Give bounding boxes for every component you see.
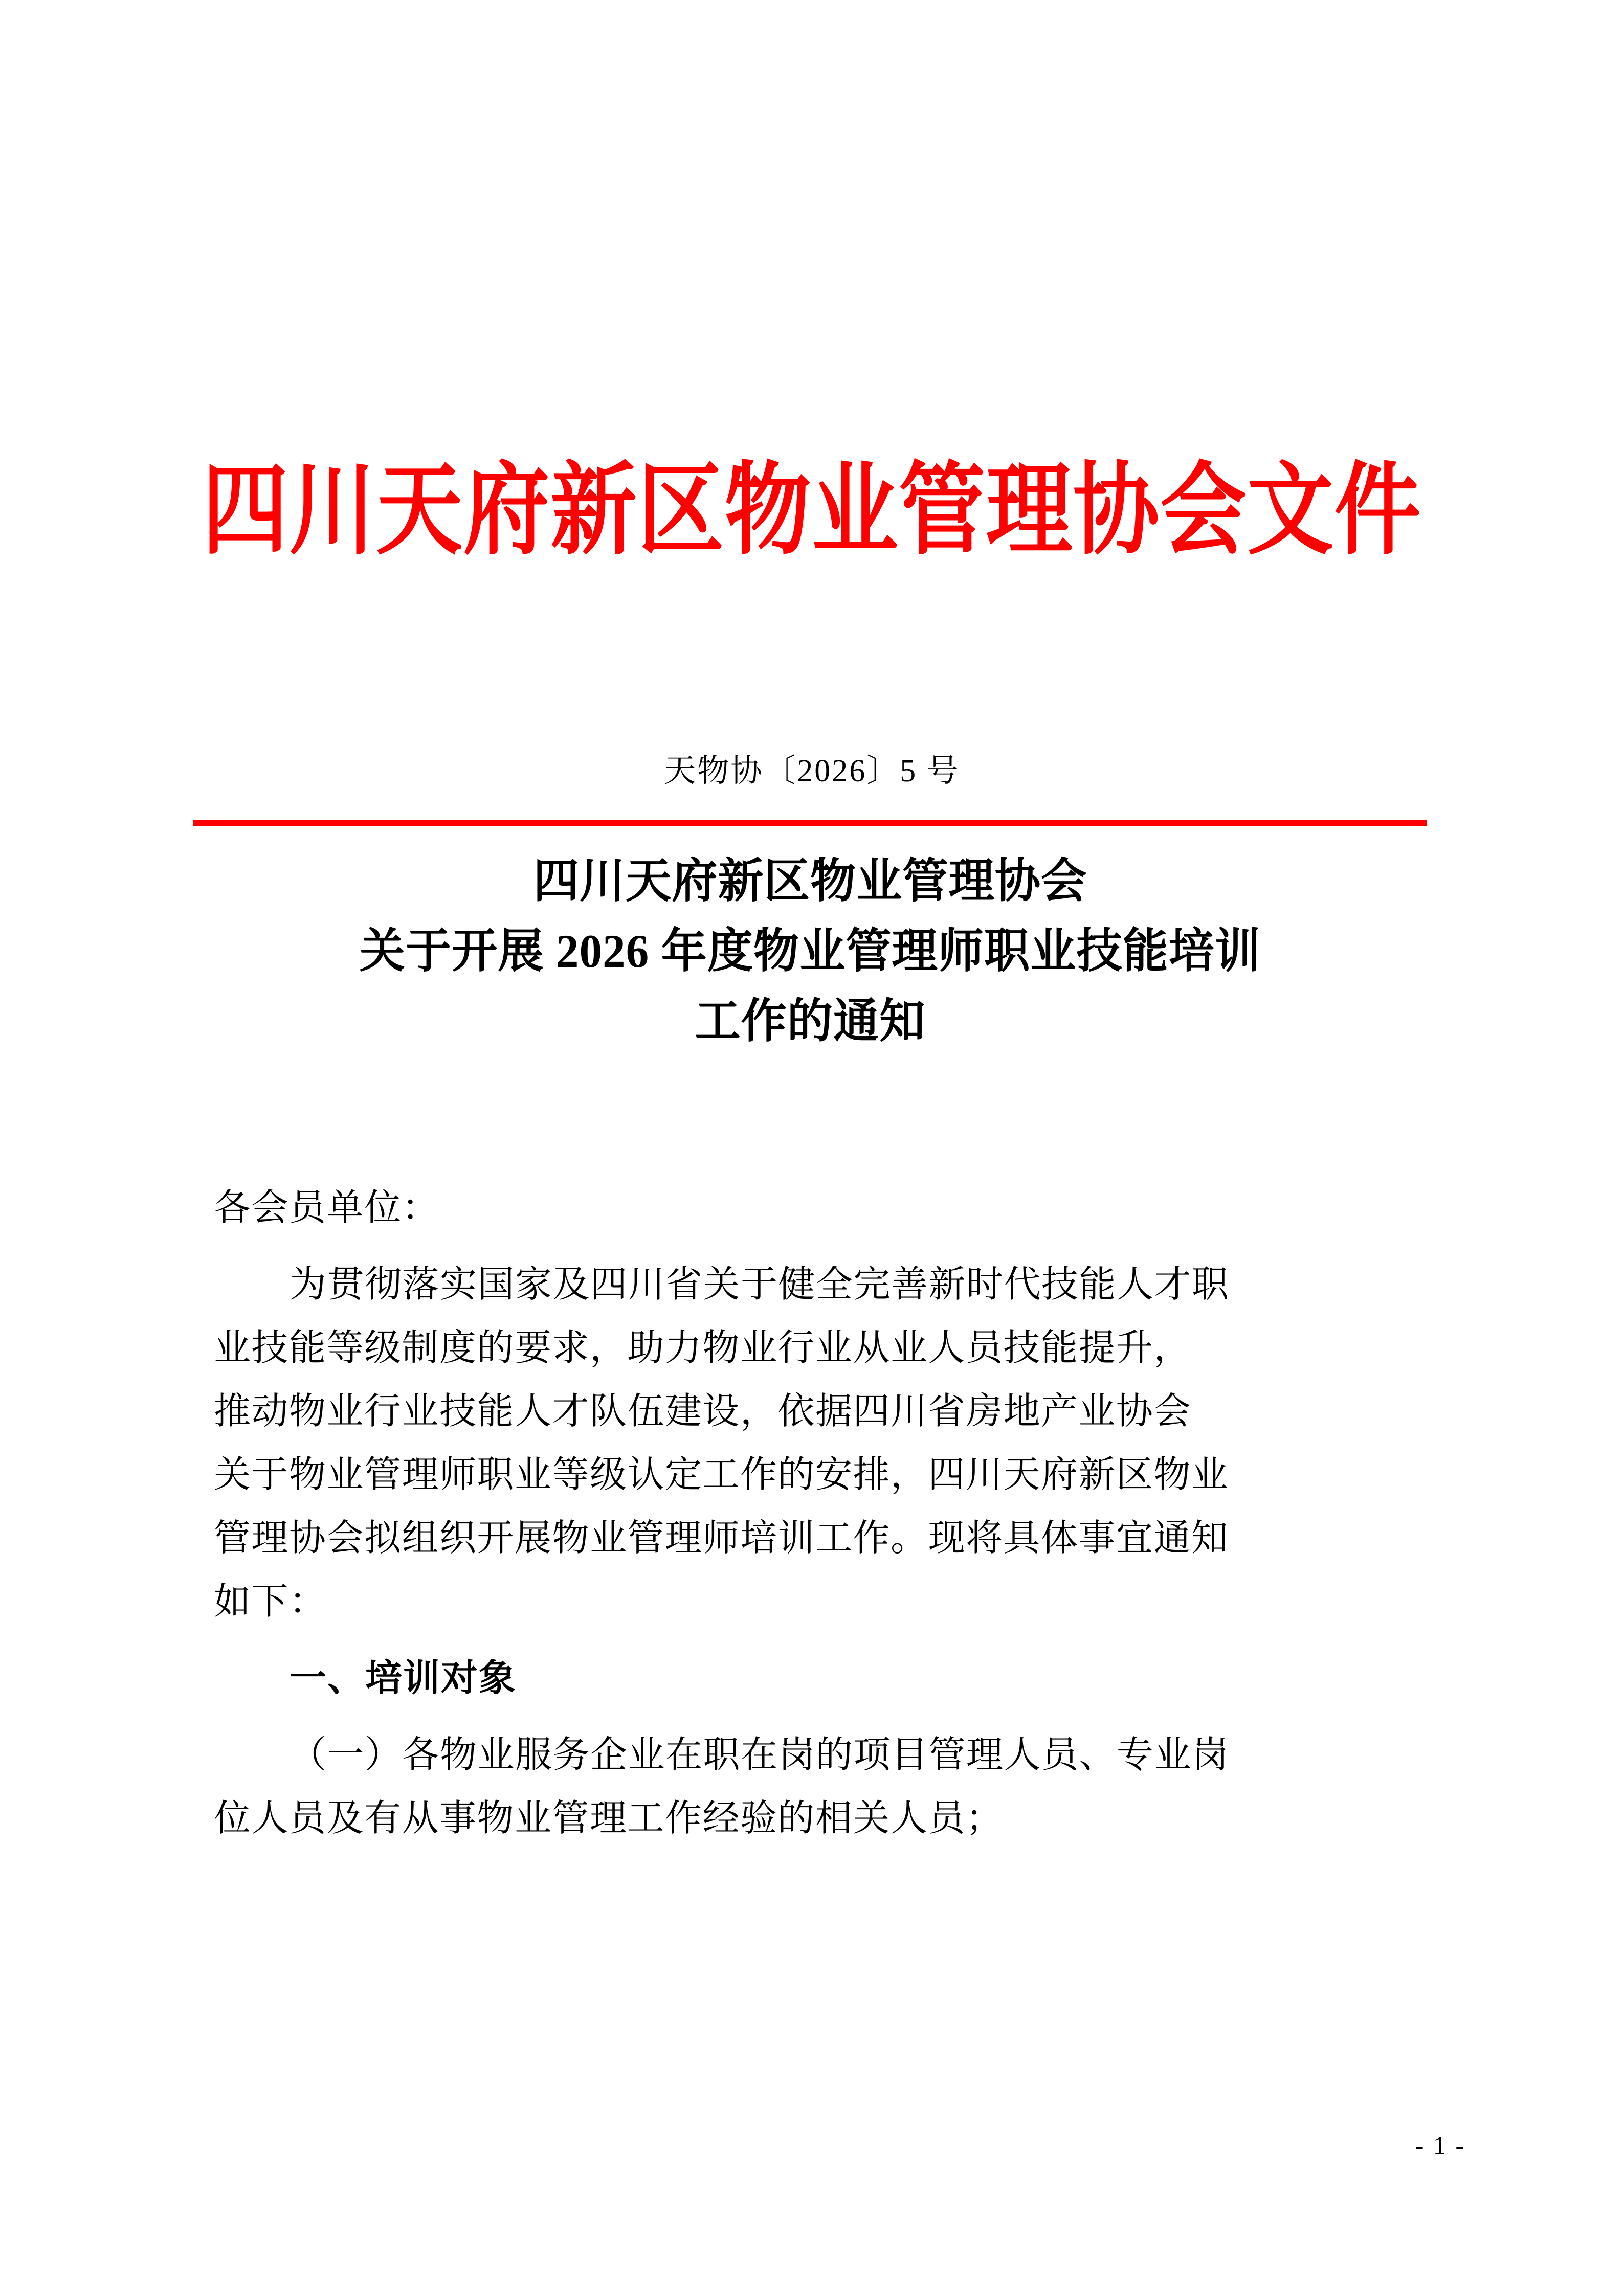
paragraph-1-line-3: 推动物业行业技能人才队伍建设，依据四川省房地产业协会: [214, 1391, 1192, 1432]
paragraph-1-line-2: 业技能等级制度的要求，助力物业行业从业人员技能提升，: [214, 1327, 1192, 1368]
document-body: [214, 1176, 1427, 1850]
salutation: 各会员单位：: [214, 1187, 440, 1228]
paragraph-spacer: [214, 1240, 1427, 1253]
letterhead-title: 四川天府新区物业管理协会文件: [202, 456, 1422, 567]
letterhead-banner: [0, 455, 1624, 568]
serial-number-row: [0, 752, 1624, 792]
document-serial-number: 天物协〔2026〕5 号: [664, 754, 960, 789]
document-title: [193, 846, 1427, 1056]
document-title-line-1: 四川天府新区物业管理协会: [533, 855, 1087, 907]
paragraph-spacer: [214, 1710, 1427, 1723]
paragraph-1-line-1: 为贯彻落实国家及四川省关于健全完善新时代技能人才职: [290, 1264, 1230, 1305]
document-title-line-2: 关于开展 2026 年度物业管理师职业技能培训: [359, 925, 1261, 977]
paragraph-1-line-5: 管理协会拟组织开展物业管理师培训工作。现将具体事宜通知: [214, 1518, 1229, 1559]
paragraph-1-line-4: 关于物业管理师职业等级认定工作的安排，四川天府新区物业: [214, 1454, 1229, 1495]
section-1-item-1-line-2: 位人员及有从事物业管理工作经验的相关人员；: [214, 1798, 1004, 1839]
page-number: - 1 -: [1415, 2131, 1465, 2159]
paragraph-spacer: [214, 1633, 1427, 1647]
red-separator-rule: [193, 820, 1427, 826]
document-title-line-3: 工作的通知: [695, 995, 926, 1047]
section-heading-training-audience: 一、培训对象: [290, 1658, 517, 1699]
paragraph-1-line-6: 如下：: [214, 1581, 327, 1622]
section-1-item-1-line-1: （一）各物业服务企业在职在岗的项目管理人员、专业岗: [290, 1735, 1230, 1775]
